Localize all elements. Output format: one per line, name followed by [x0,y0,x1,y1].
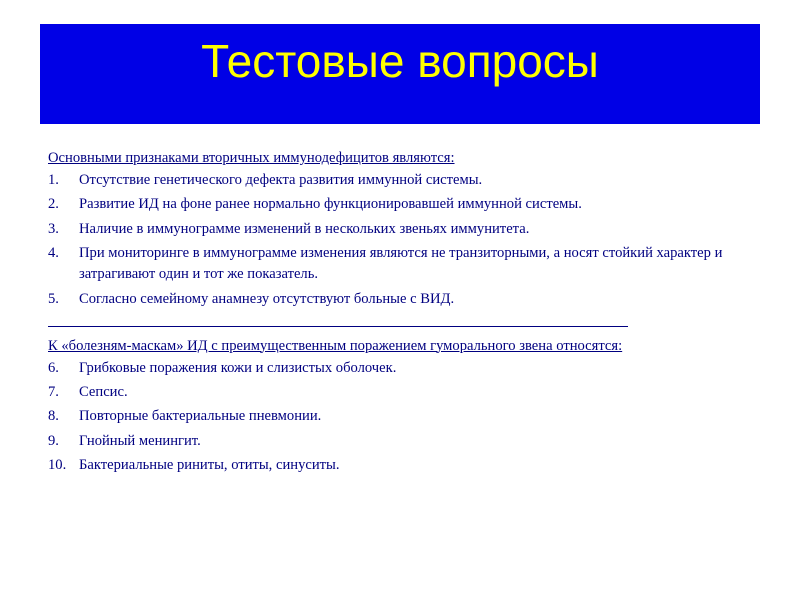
list-item [48,382,758,403]
list-item [48,358,758,379]
list-item-text: Развитие ИД на фоне ранее нормально функционировавшей иммунной системы. [79,196,582,213]
list-item-text: Бактериальные риниты, отиты, синуситы. [79,457,340,474]
slide-title: Тестовые вопросы [201,35,599,87]
list-item [48,431,758,452]
list-item [48,289,758,310]
list-item [48,219,758,240]
list-item-number: 1. [48,172,59,188]
list-item-number: 9. [48,432,59,449]
list-item-text: При мониторинге в иммунограмме изменения являются не транзиторными, а носят стойкий характер и затрагивают один и тот же показатель. [79,245,723,283]
slide-content [48,146,758,480]
list-item [48,170,758,191]
list-item-number: 7. [48,383,59,400]
list-item-text: Гнойный менингит. [79,432,201,449]
list-item-number: 6. [48,359,59,376]
list-item-text: Отсутствие генетического дефекта развития иммунной системы. [79,172,483,188]
section2-intro: К «болезням-маскам» ИД с преимущественным поражением гуморального звена относятся: [48,337,623,354]
list-item-text: Повторные бактериальные пневмонии. [79,408,322,425]
list-item-number: 3. [48,220,59,237]
list-item [48,455,758,476]
list-item-number: 10. [48,457,67,474]
list-item-text: Грибковые поражения кожи и слизистых оболочек. [79,359,397,376]
section1-list [48,170,758,310]
list-item [48,243,758,285]
slide-title-bar [40,24,760,124]
list-item-text: Наличие в иммунограмме изменений в нескольких звеньях иммунитета. [79,220,530,237]
list-item [48,406,758,427]
list-item-text: Сепсис. [79,383,128,400]
section-divider [48,326,628,327]
list-item-number: 5. [48,290,59,307]
section2-list [48,358,758,477]
list-item [48,194,758,215]
section1-intro: Основными признаками вторичных иммунодефицитов являются: [48,150,455,166]
list-item-number: 2. [48,196,59,213]
list-item-number: 8. [48,408,59,425]
list-item-number: 4. [48,245,59,262]
list-item-text: Согласно семейному анамнезу отсутствуют больные с ВИД. [79,290,455,307]
